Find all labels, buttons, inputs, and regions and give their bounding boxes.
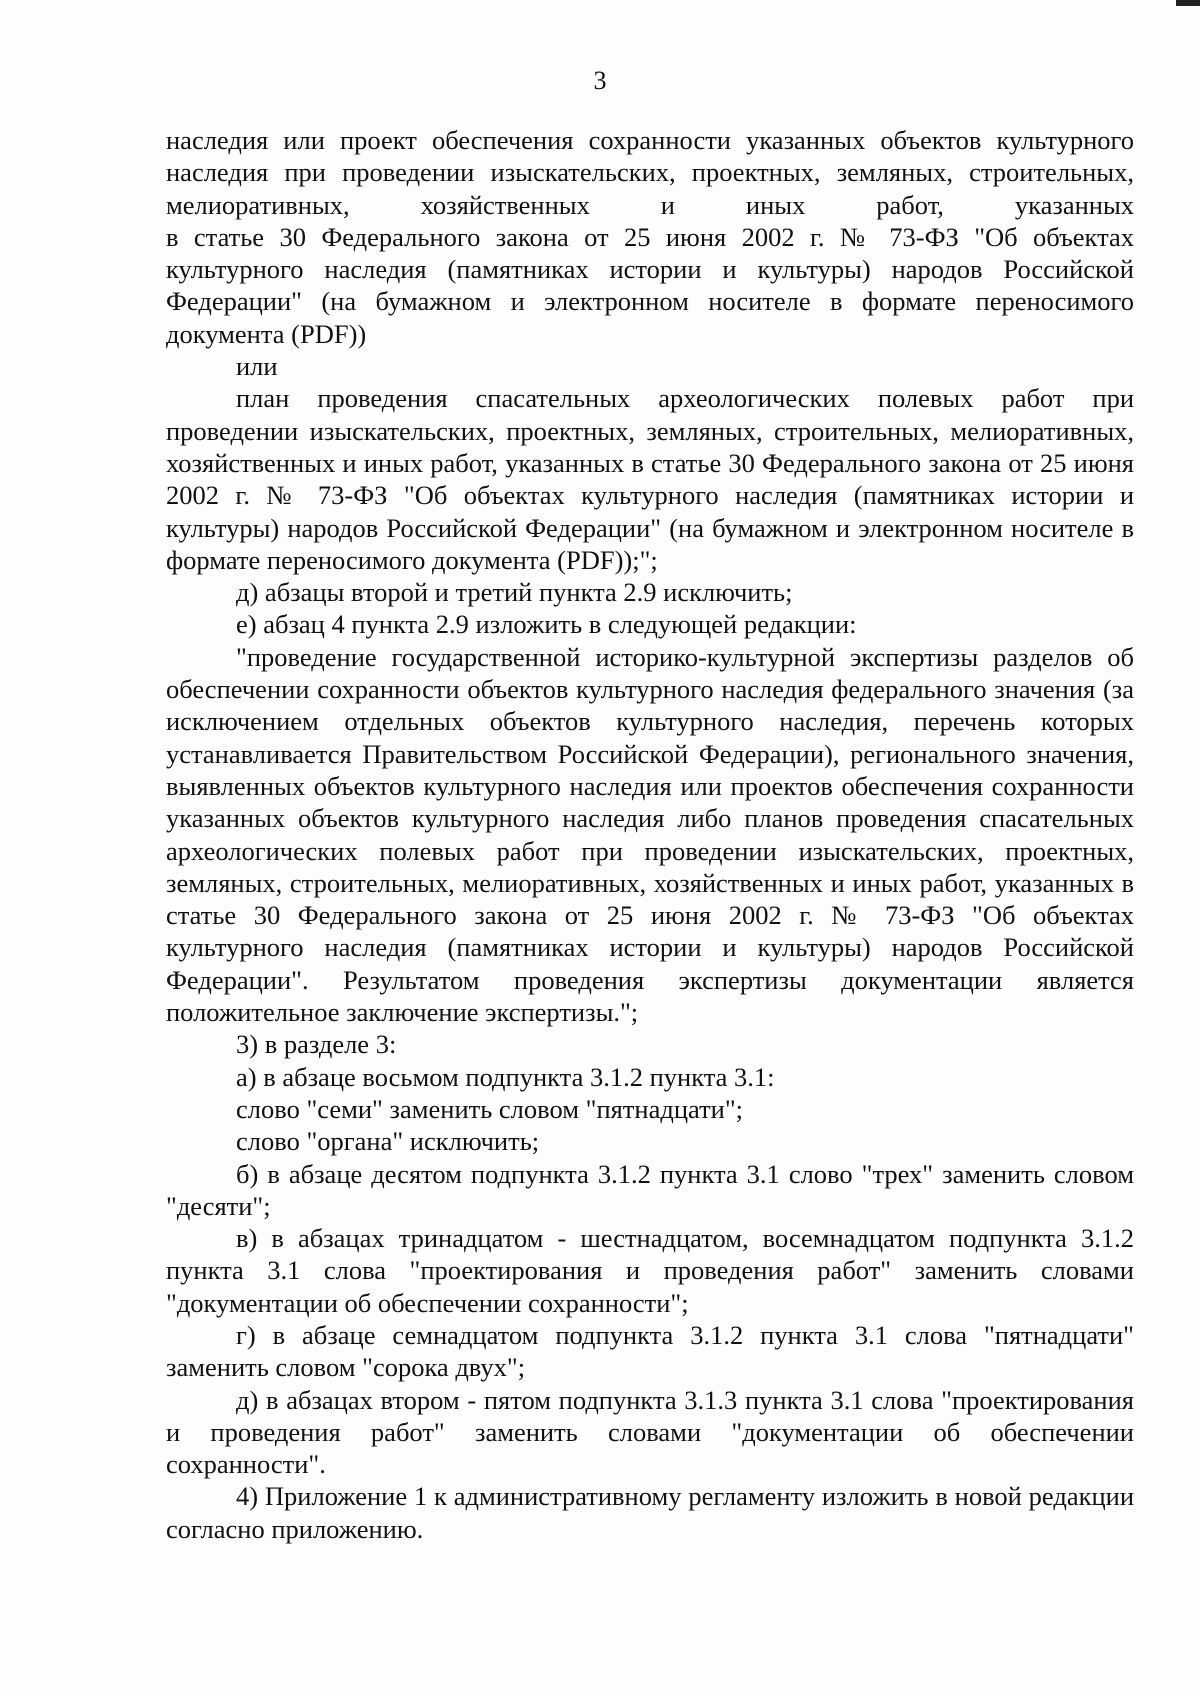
paragraph-provedenie: "проведение государственной историко-культурной экспертизы разделов об обеспечении сохранности объектов культурного наследия федерального значения (за исключением отдельных объектов культурного наследия, перечень которых устанавливается Правительством Российской Федерации), регионального значения, выявленных объектов культурного наследия или проектов обеспечения сохранности указанных объектов культурного наследия либо планов проведения спасательных археологических полевых работ при проведении изыскательских, проектных, земляных, строительных, мелиоративных, хозяйственных и иных работ, указанных в статье 30 Федерального закона от 25 июня 2002 г. № 73-ФЗ "Об объектах культурного наследия (памятниках истории и культуры) народов Российской Федерации". Результатом проведения экспертизы документации является положительное заключение экспертизы."; (166, 641, 1134, 1028)
document-body (166, 124, 1134, 1545)
text-line: наследия или проект обеспечения сохранности указанных объектов культурного (166, 125, 1134, 155)
paragraph-g-abzac: г) в абзаце семнадцатом подпункта 3.1.2 пункта 3.1 слова "пятнадцати" заменить словом "сорока двух"; (166, 1319, 1134, 1383)
text-line: в статье 30 Федерального закона от 25 июня 2002 г. № 73-ФЗ "Об объектах (166, 221, 1134, 252)
page-number: 3 (593, 66, 607, 95)
paragraph-slovo-semi: слово "семи" заменить словом "пятнадцати"; (236, 1093, 744, 1124)
paragraph-slovo-organa: слово "органа" исключить; (236, 1126, 540, 1157)
paragraph-ili: или (236, 351, 278, 382)
paragraph-prilozhenie: 4) Приложение 1 к административному регламенту изложить в новой редакции согласно приложению. (166, 1481, 1134, 1544)
paragraph-a-abzac: а) в абзаце восьмом подпункта 3.1.2 пункта 3.1: (236, 1061, 775, 1092)
paragraph-d-abzacy: д) абзацы второй и третий пункта 2.9 исключить; (236, 577, 793, 608)
paragraph-v-abzac: в) в абзацах тринадцатом - шестнадцатом, восемнадцатом подпункта 3.1.2 пункта 3.1 слова "проектирования и проведения работ" заменить словами "документации об обеспечении сохранности"; (166, 1223, 1134, 1318)
paragraph-razdel-3: 3) в разделе 3: (236, 1029, 397, 1060)
text-line: культурного наследия (памятниках истории и культуры) народов Российской (166, 254, 1134, 285)
paragraph-b-abzac: б) в абзаце десятом подпункта 3.1.2 пункта 3.1 слово "трех" заменить словом "десяти"; (166, 1158, 1134, 1221)
text-line: мелиоративных, хозяйственных и иных работ, указанных (166, 189, 1134, 220)
paragraph-plan: план проведения спасательных археологических полевых работ при проведении изыскательских, проектных, земляных, строительных, мелиоративных, хозяйственных и иных работ, указанных в статье 30 Федерального закона от 25 июня 2002 г. № 73-ФЗ "Об объектах культурного наследия (памятниках истории и культуры) народов Российской Федерации" (на бумажном и электронном носителе в формате переносимого документа (PDF));"; (166, 383, 1134, 575)
text-line: документа (PDF)) (166, 318, 367, 349)
scan-edge-mark (1176, 0, 1200, 6)
paragraph-d-abzacah: д) в абзацах втором - пятом подпункта 3.1.3 пункта 3.1 слова "проектирования и проведения работ" заменить словами "документации об обеспечении сохранности". (166, 1384, 1134, 1480)
text-line: наследия при проведении изыскательских, проектных, земляных, строительных, (166, 157, 1134, 188)
text-line: Федерации" (на бумажном и электронном носителе в формате переносимого (166, 286, 1134, 317)
paragraph-e-abzac: е) абзац 4 пункта 2.9 изложить в следующей редакции: (236, 609, 857, 640)
